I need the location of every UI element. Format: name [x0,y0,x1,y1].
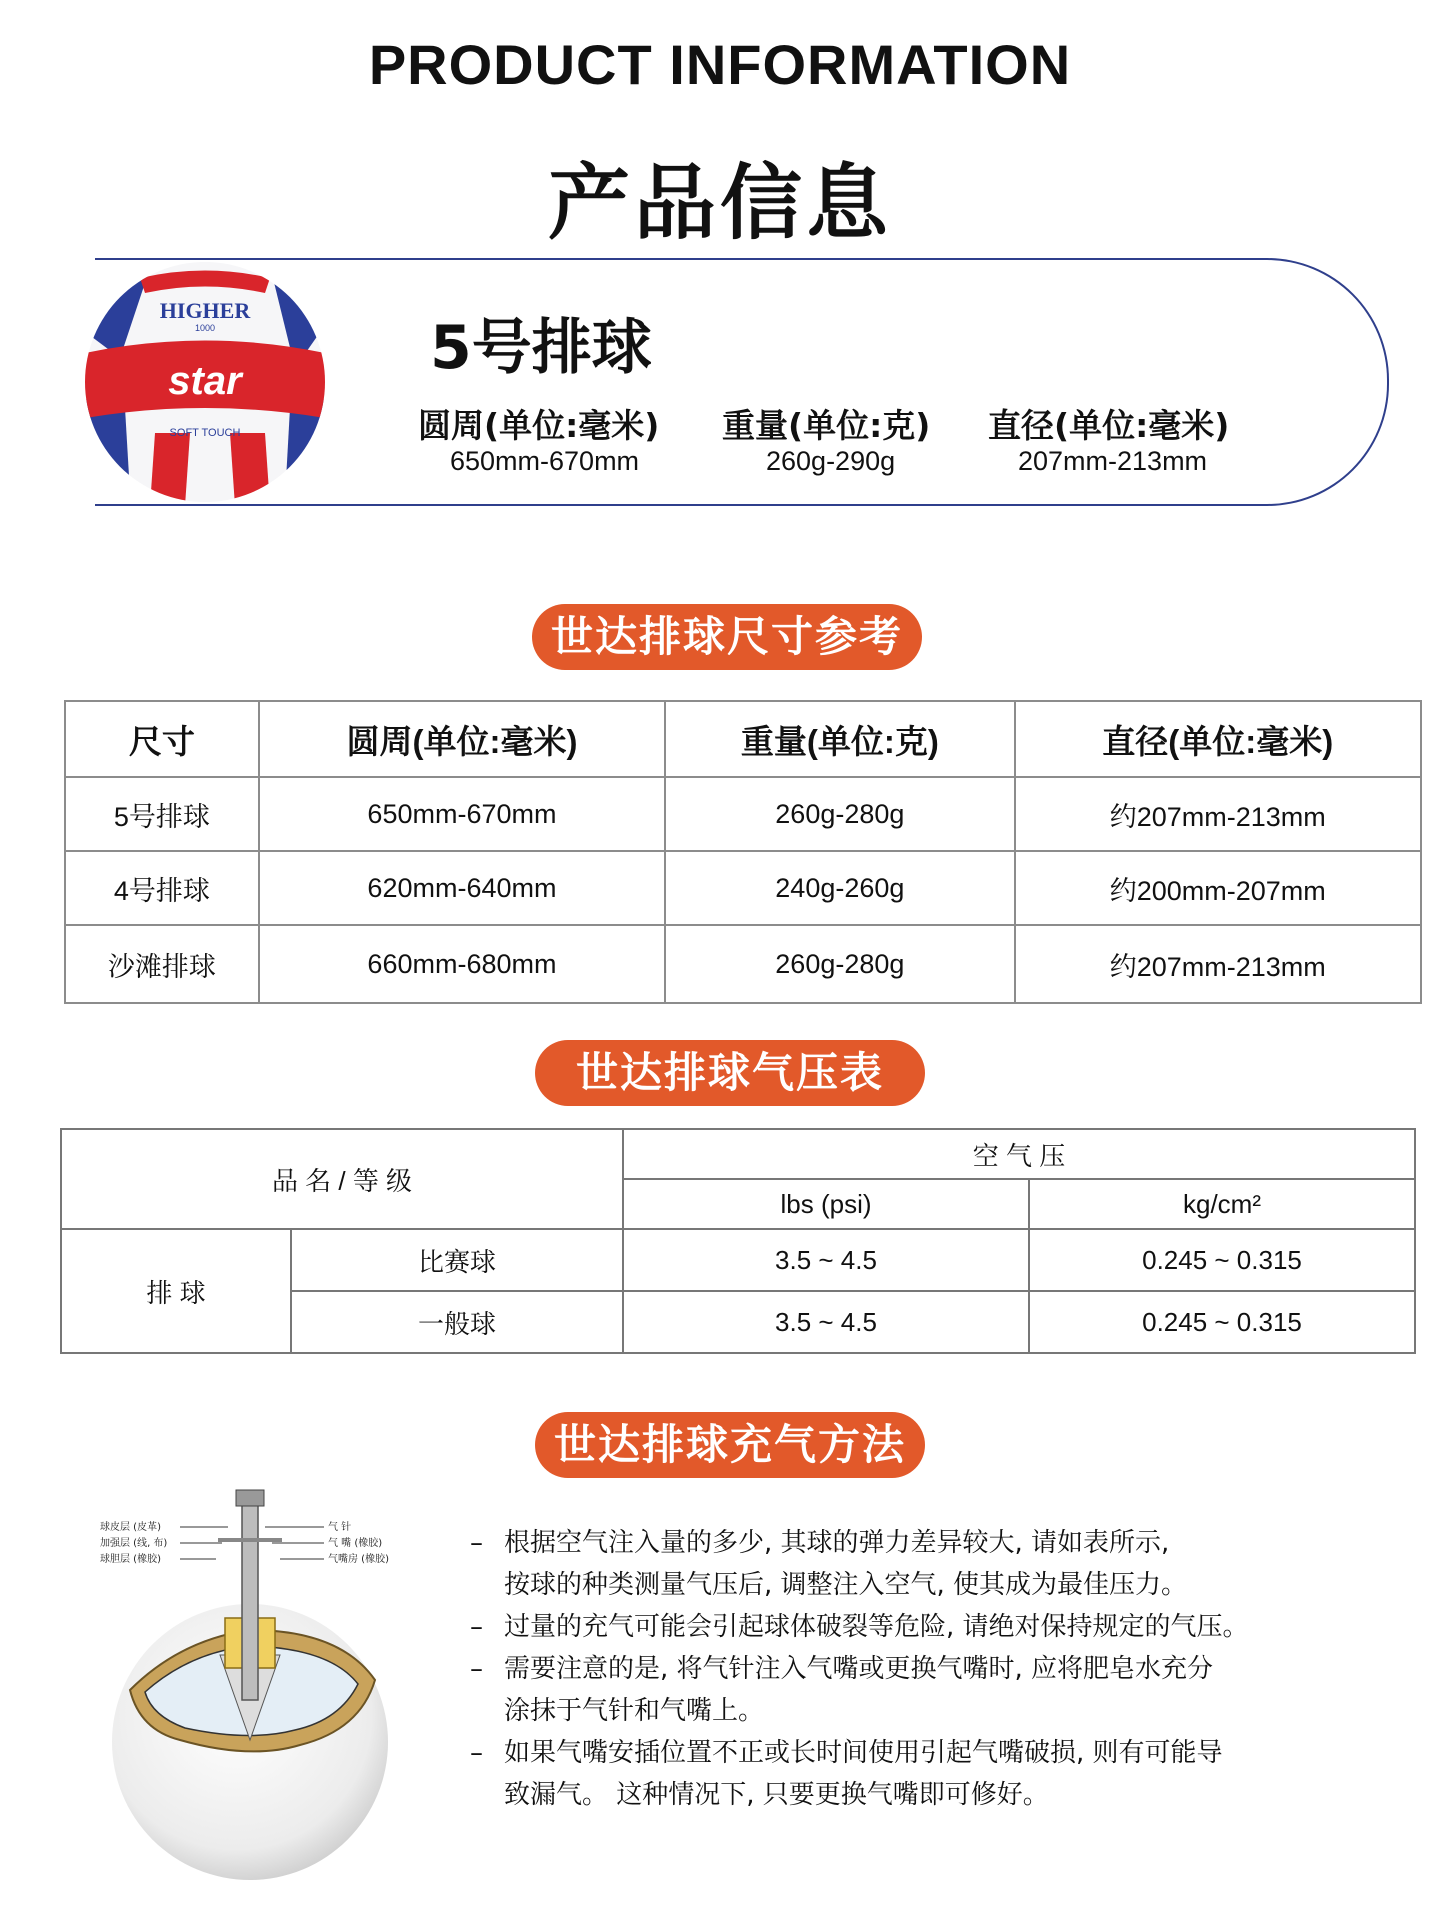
table-row: 5号排球 650mm-670mm 260g-280g 约207mm-213mm [65,777,1421,851]
volleyball-image [80,258,330,506]
ball-valve-diagram [60,1480,440,1880]
ball-model-text: HIGHER [159,298,251,323]
pressure-header-kg: kg/cm² [1029,1179,1415,1229]
table-row: 一般球 3.5 ~ 4.5 0.245 ~ 0.315 [61,1291,1415,1353]
pressure-header-psi: lbs (psi) [623,1179,1029,1229]
size-header-size: 尺寸 [65,701,259,777]
inflate-instructions [470,1522,1350,1816]
page-title-en: PRODUCT INFORMATION [368,33,1072,96]
list-item: – 根据空气注入量的多少, 其球的弹力差异较大, 请如表所示, 按球的种类测量气压后, 调整注入空气, 使其成为最佳压力。 [470,1528,1188,1600]
table-row: 沙滩排球 660mm-680mm 260g-280g 约207mm-213mm [65,925,1421,1003]
spec-label-circumference: 圆周(单位:毫米) [418,406,660,445]
spec-label-weight: 重量(单位:克) [722,406,931,445]
size-table [64,700,1422,1004]
pressure-header-air: 空 气 压 [623,1129,1415,1179]
pressure-category: 排 球 [61,1229,291,1353]
diagram-label-left-3: 球胆层 (橡胶) [100,1554,161,1565]
page-title-cn: 产品信息 [547,156,892,251]
svg-text:1000: 1000 [194,323,216,333]
product-name: 5号排球 [430,313,652,383]
pressure-section-title: 世达排球气压表 [535,1040,925,1106]
table-row: 4号排球 620mm-640mm 240g-260g 约200mm-207mm [65,851,1421,925]
spec-value-circumference: 650mm-670mm [450,446,640,476]
spec-value-weight: 260g-290g [766,446,896,476]
size-header-weight: 重量(单位:克) [665,701,1014,777]
pressure-table [60,1128,1416,1354]
list-item: – 过量的充气可能会引起球体破裂等危险, 请绝对保持规定的气压。 [470,1612,1249,1642]
diagram-label-right-2: 气 嘴 (橡胶) [328,1538,383,1549]
spec-value-diameter: 207mm-213mm [1018,446,1208,476]
spec-label-diameter: 直径(单位:毫米) [988,406,1230,445]
size-section-title: 世达排球尺寸参考 [532,604,922,670]
size-table-header [65,701,1421,777]
diagram-label-left-1: 球皮层 (皮革) [100,1522,161,1533]
inflate-section-title: 世达排球充气方法 [535,1412,925,1478]
diagram-label-right-3: 气嘴房 (橡胶) [328,1554,389,1565]
list-item: – 需要注意的是, 将气针注入气嘴或更换气嘴时, 应将肥皂水充分 涂抹于气针和气嘴上。 [470,1654,1214,1726]
diagram-label-right-1: 气 针 [328,1522,352,1533]
size-header-diameter: 直径(单位:毫米) [1015,701,1421,777]
svg-text:SOFT TOUCH: SOFT TOUCH [169,427,241,439]
diagram-label-left-2: 加强层 (线, 布) [100,1538,168,1549]
list-item: – 如果气嘴安插位置不正或长时间使用引起气嘴破损, 则有可能导 致漏气。 这种情况下, 只要更换气嘴即可修好。 [470,1738,1223,1810]
pressure-header-name-grade: 品 名 / 等 级 [61,1129,623,1229]
star-logo: star [168,359,242,403]
table-row: 排 球 比赛球 3.5 ~ 4.5 0.245 ~ 0.315 [61,1229,1415,1291]
size-header-circumference: 圆周(单位:毫米) [259,701,665,777]
